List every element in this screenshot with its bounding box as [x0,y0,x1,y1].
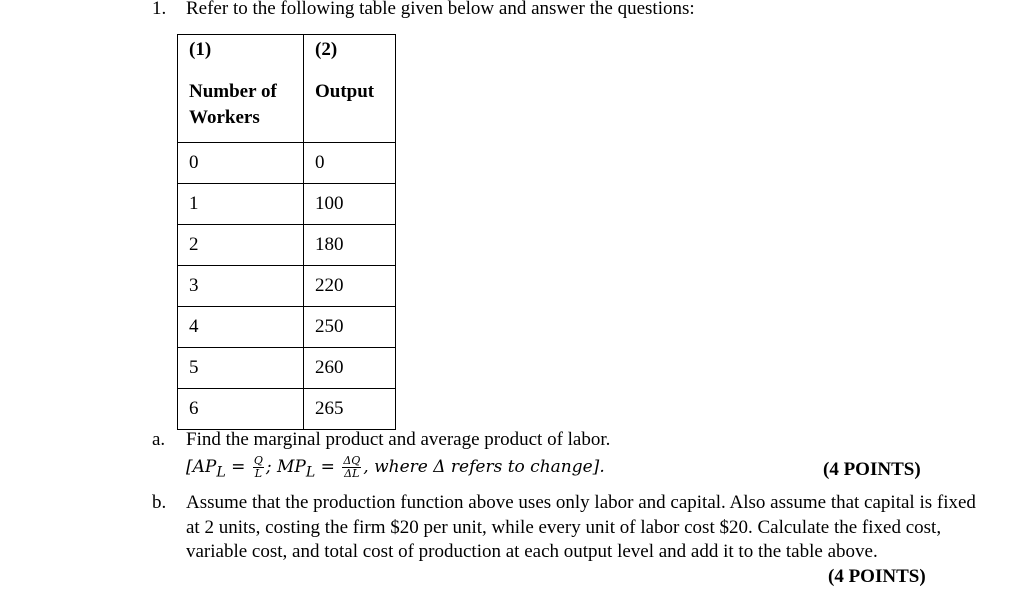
part-a-text: Find the marginal product and average product of labor. [186,429,611,450]
header-number: (1) [189,39,212,60]
part-a-formula [186,455,605,480]
output-cell: 0 [304,143,396,184]
header-number: (2) [315,39,338,60]
fraction-numerator: Q [253,454,263,467]
part-a-label: a. [152,429,166,450]
table-row [178,225,396,266]
workers-cell: 5 [178,348,304,389]
workers-cell: 4 [178,307,304,348]
table-header-row [178,35,396,143]
table-row [178,307,396,348]
question-number: 1. [152,0,167,19]
fraction-denominator: L [254,467,262,480]
workers-cell: 1 [178,184,304,225]
output-cell: 250 [304,307,396,348]
workers-cell: 3 [178,266,304,307]
table-row [178,389,396,430]
fraction-numerator: ΔQ [343,454,361,467]
workers-cell: 2 [178,225,304,266]
workers-cell: 6 [178,389,304,430]
table-row [178,266,396,307]
output-cell: 180 [304,225,396,266]
workers-cell: 0 [178,143,304,184]
output-cell: 100 [304,184,396,225]
part-b-label: b. [152,492,167,513]
header-cell-output [304,35,396,143]
table-row [178,184,396,225]
formula-equals: = [315,457,341,477]
formula-tail: , where Δ refers to change]. [363,457,605,477]
formula-subscript: L [305,464,316,481]
part-b-text: Assume that the production function above uses only labor and capital. Also assume that capital is fixed at 2 units, costing the firm $20 per unit, while every unit of labor cost $20. Calculate the fixed cost, variable cost, and total cost of production at each output level and add it to the table above. [186,492,976,562]
table-row [178,348,396,389]
formula-mp: ; MP [265,457,306,477]
output-cell: 220 [304,266,396,307]
formula-equals: = [225,457,251,477]
fraction-dq-over-dl [342,455,361,480]
fraction-q-over-l [253,455,264,480]
table-row [178,143,396,184]
part-b-points: (4 POINTS) [828,566,926,587]
fraction-denominator: ΔL [344,467,360,480]
header-label: Output [315,81,375,102]
formula-ap: [AP [186,457,217,477]
output-cell: 265 [304,389,396,430]
part-a-points: (4 POINTS) [823,459,921,480]
formula-subscript: L [216,464,226,481]
output-cell: 260 [304,348,396,389]
header-cell-workers [178,35,304,143]
question-text: Refer to the following table given below and answer the questions: [186,0,695,19]
workers-output-table [177,34,396,430]
header-label: Number of Workers [189,81,277,128]
